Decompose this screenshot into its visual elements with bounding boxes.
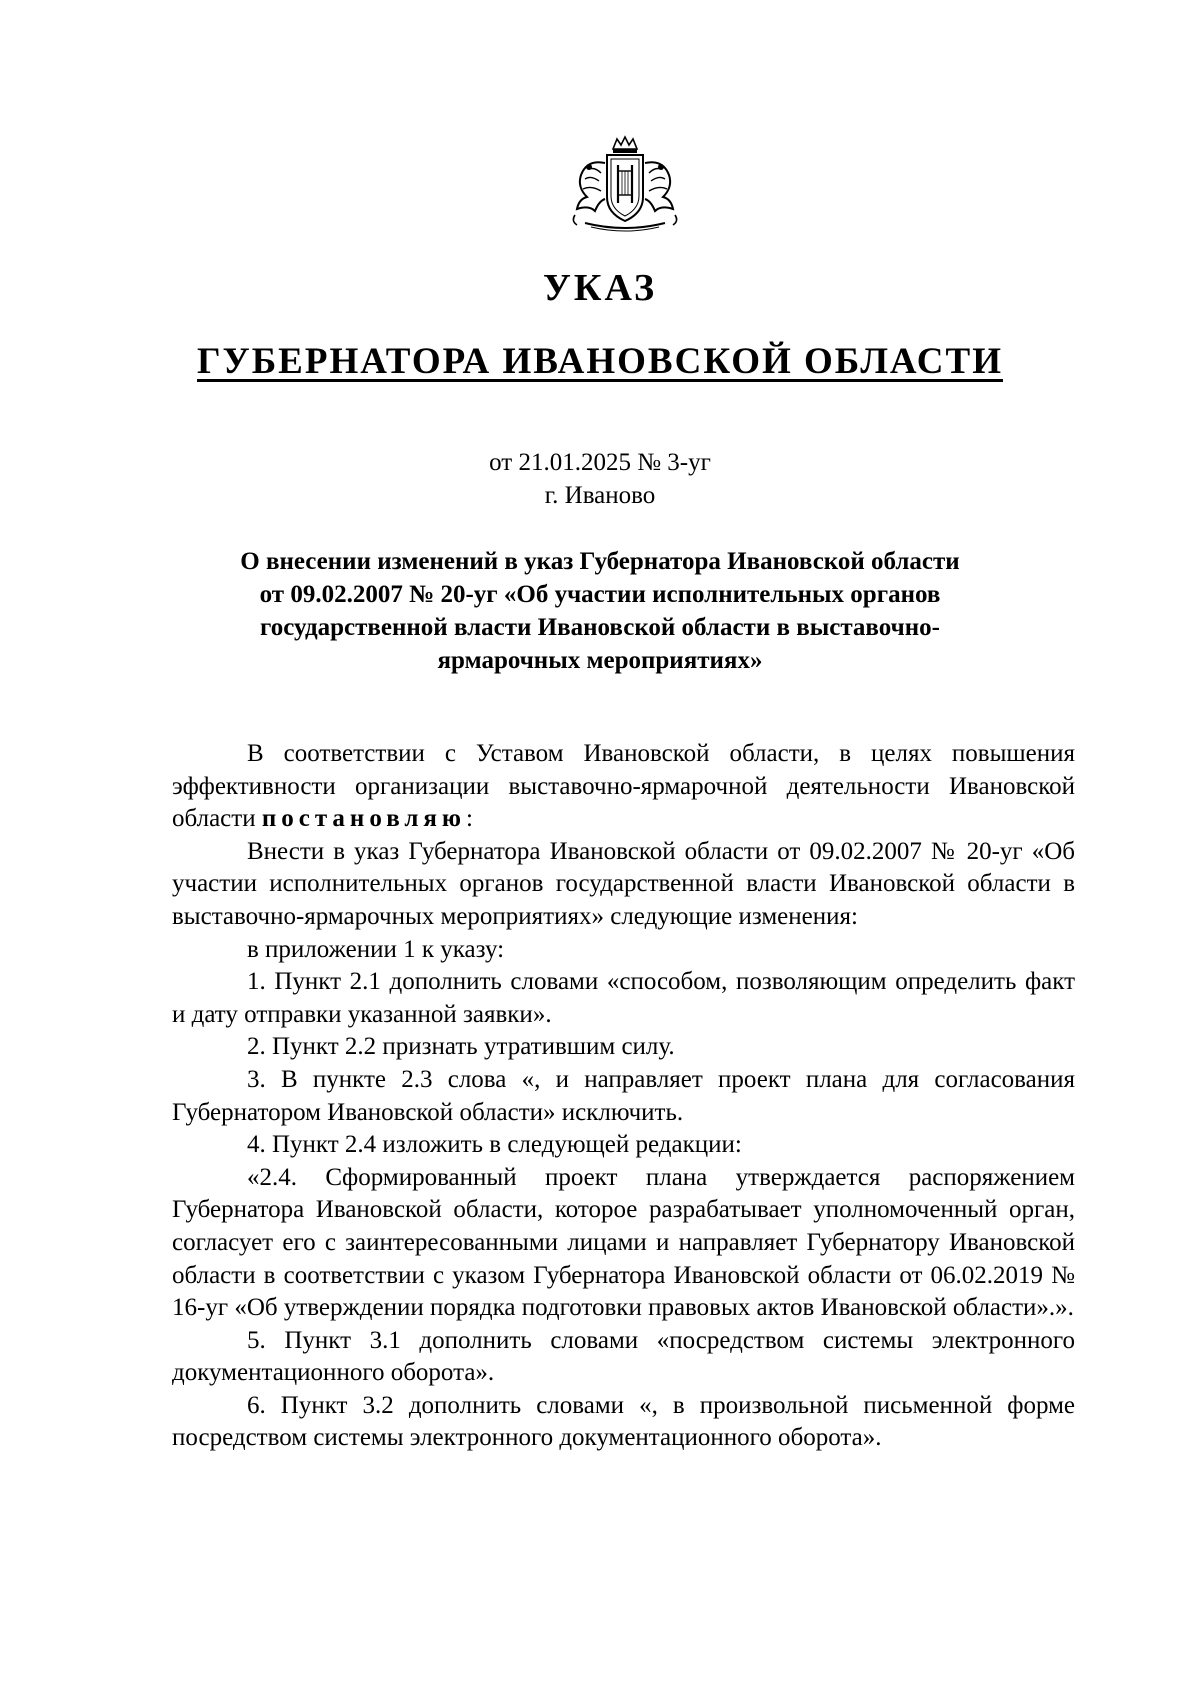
heading-line: О внесении изменений в указ Губернатора Ивановской области	[240, 548, 960, 575]
document-title: УКАЗ	[543, 267, 657, 309]
heading-line: ярмарочных мероприятиях»	[437, 647, 763, 674]
document-subtitle-text: ГУБЕРНАТОРА ИВАНОВСКОЙ ОБЛАСТИ	[197, 341, 1003, 382]
intro-text: В соответствии с Уставом Ивановской области, в целях повышения эффективности организации выставочно-ярмарочной деятельности Ивановской области	[172, 740, 1075, 833]
body-paragraph: «2.4. Сформированный проект плана утверждается распоряжением Губернатора Ивановской области, которое разрабатывает уполномоченный орган, согласует его с заинтересованными лицами и направляет Губернатору Ивановской области в соответствии с указом Губернатора Ивановской области от 06.02.2019 № 16-уг «Об утверждении порядка подготовки правовых актов Ивановской области».».	[172, 1163, 1075, 1322]
body-paragraph: 1. Пункт 2.1 дополнить словами «способом, позволяющим определить факт и дату отправки указанной заявки».	[172, 968, 1075, 1028]
coat-of-arms-icon	[565, 135, 685, 235]
body-paragraph: 5. Пункт 3.1 дополнить словами «посредством системы электронного документационного оборота».	[172, 1326, 1075, 1387]
body-paragraph: в приложении 1 к указу:	[247, 935, 505, 963]
heading-line: от 09.02.2007 № 20-уг «Об участии исполнительных органов	[259, 581, 941, 608]
body-paragraph: 3. В пункте 2.3 слова «, и направляет проект плана для согласования Губернатором Ивановской области» исключить.	[172, 1065, 1075, 1126]
body-paragraph: Внести в указ Губернатора Ивановской области от 09.02.2007 № 20-уг «Об участии исполнительных органов государственной власти Ивановской области в выставочно-ярмарочных мероприятиях» следующие изменения:	[172, 837, 1075, 930]
document-city: г. Иваново	[544, 482, 656, 509]
body-paragraph: 4. Пункт 2.4 изложить в следующей редакции:	[247, 1131, 742, 1159]
document-heading	[200, 545, 1000, 677]
document-date-number: от 21.01.2025 № 3-уг	[489, 449, 711, 476]
body-paragraph: 2. Пункт 2.2 признать утратившим силу.	[247, 1033, 675, 1061]
document-body	[172, 738, 1075, 1455]
intro-paragraph	[172, 738, 1075, 836]
body-paragraph: 6. Пункт 3.2 дополнить словами «, в произвольной письменной форме посредством системы электронного документационного оборота».	[172, 1391, 1075, 1452]
document-subtitle	[0, 340, 1200, 384]
decree-word: постановляю	[261, 805, 467, 833]
intro-colon: :	[466, 805, 473, 833]
heading-line: государственной власти Ивановской области в выставочно-	[260, 614, 940, 641]
